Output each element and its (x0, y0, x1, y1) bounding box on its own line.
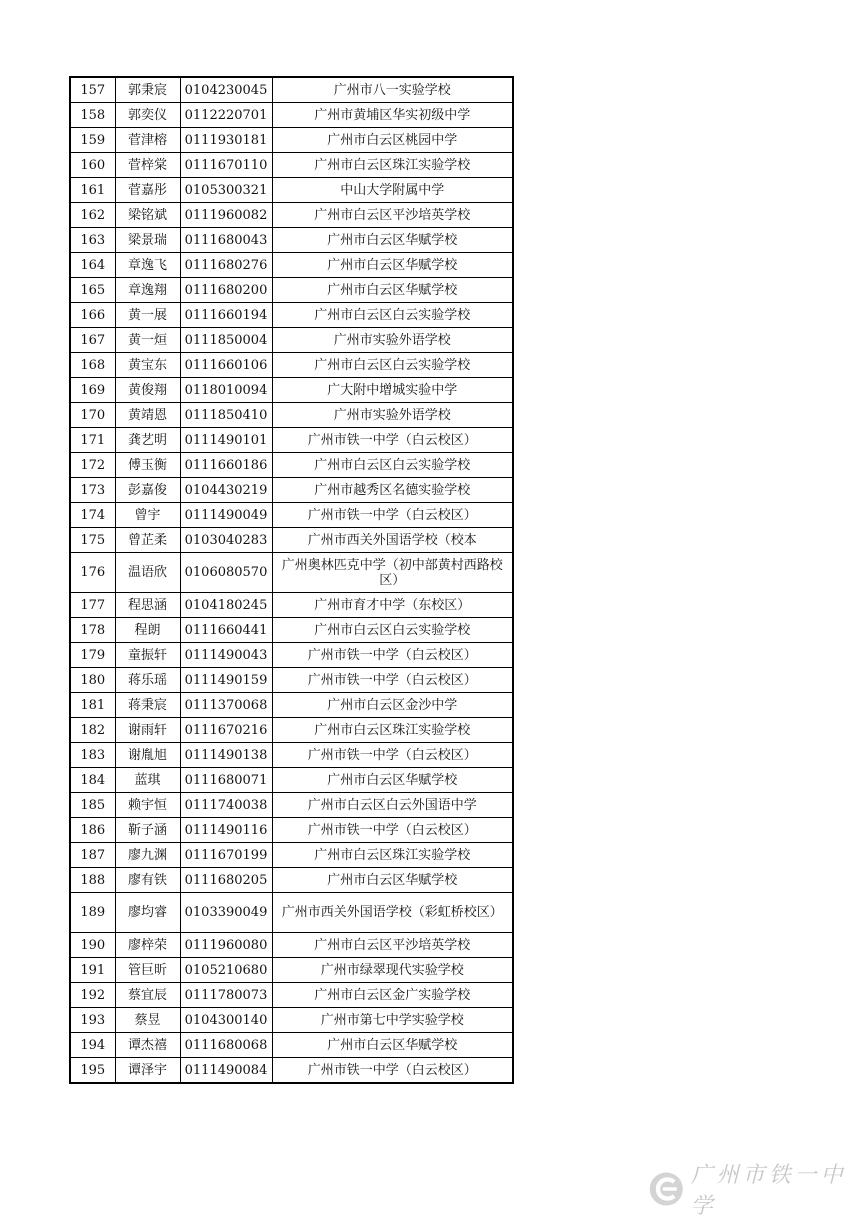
table-row (70, 693, 513, 718)
student-name-cell: 谢雨轩 (115, 718, 180, 743)
row-number-cell: 161 (70, 178, 115, 203)
school-name-cell: 广州市白云区白云实验学校 (272, 618, 513, 643)
student-id-cell: 0112220701 (180, 103, 272, 128)
table-row (70, 718, 513, 743)
student-id-cell: 0111490138 (180, 743, 272, 768)
table-row (70, 428, 513, 453)
row-number-cell: 191 (70, 958, 115, 983)
table-row (70, 958, 513, 983)
row-number-cell: 171 (70, 428, 115, 453)
school-name-cell: 广州市黄埔区华实初级中学 (272, 103, 513, 128)
school-name-cell: 广州市白云区白云实验学校 (272, 453, 513, 478)
row-number-cell: 188 (70, 868, 115, 893)
school-name-cell: 广州市八一实验学校 (272, 77, 513, 103)
school-name-cell: 广州市绿翠现代实验学校 (272, 958, 513, 983)
student-name-cell: 曾芷柔 (115, 528, 180, 553)
student-name-cell: 蒋乐瑶 (115, 668, 180, 693)
student-name-cell: 黄一展 (115, 303, 180, 328)
student-id-cell: 0105210680 (180, 958, 272, 983)
student-name-cell: 郭奕仪 (115, 103, 180, 128)
school-name-cell: 广州市铁一中学（白云校区） (272, 428, 513, 453)
table-row (70, 843, 513, 868)
student-id-cell: 0111660441 (180, 618, 272, 643)
student-id-cell: 0111960080 (180, 933, 272, 958)
table-row (70, 1008, 513, 1033)
row-number-cell: 189 (70, 893, 115, 933)
table-row (70, 203, 513, 228)
school-name-cell: 广州市越秀区名德实验学校 (272, 478, 513, 503)
student-name-cell: 菅嘉彤 (115, 178, 180, 203)
table-row (70, 328, 513, 353)
student-id-cell: 0104180245 (180, 593, 272, 618)
table-row (70, 503, 513, 528)
student-id-cell: 0105300321 (180, 178, 272, 203)
student-name-cell: 梁景瑞 (115, 228, 180, 253)
school-name-cell: 广州市白云区珠江实验学校 (272, 718, 513, 743)
student-id-cell: 0111670110 (180, 153, 272, 178)
student-name-cell: 童振轩 (115, 643, 180, 668)
student-name-cell: 廖九渊 (115, 843, 180, 868)
student-id-cell: 0111660106 (180, 353, 272, 378)
table-row (70, 593, 513, 618)
student-name-cell: 蔡宜辰 (115, 983, 180, 1008)
row-number-cell: 160 (70, 153, 115, 178)
student-id-cell: 0111670216 (180, 718, 272, 743)
school-name-cell: 广州市铁一中学（白云校区） (272, 818, 513, 843)
student-id-cell: 0111490049 (180, 503, 272, 528)
school-name-cell: 广州市白云区珠江实验学校 (272, 153, 513, 178)
student-id-cell: 0111680205 (180, 868, 272, 893)
student-id-cell: 0111370068 (180, 693, 272, 718)
student-name-cell: 黄俊翔 (115, 378, 180, 403)
school-name-cell: 广州市白云区华赋学校 (272, 278, 513, 303)
student-name-cell: 龚艺明 (115, 428, 180, 453)
table-row (70, 77, 513, 103)
table-row (70, 668, 513, 693)
table-row (70, 933, 513, 958)
row-number-cell: 194 (70, 1033, 115, 1058)
row-number-cell: 187 (70, 843, 115, 868)
student-id-cell: 0111490043 (180, 643, 272, 668)
table-row (70, 868, 513, 893)
student-id-cell: 0111660186 (180, 453, 272, 478)
student-id-cell: 0111780073 (180, 983, 272, 1008)
student-name-cell: 廖均睿 (115, 893, 180, 933)
row-number-cell: 184 (70, 768, 115, 793)
student-name-cell: 菅津榕 (115, 128, 180, 153)
student-id-cell: 0111680043 (180, 228, 272, 253)
student-id-cell: 0104300140 (180, 1008, 272, 1033)
row-number-cell: 162 (70, 203, 115, 228)
table-row (70, 793, 513, 818)
student-name-cell: 郭秉宸 (115, 77, 180, 103)
row-number-cell: 182 (70, 718, 115, 743)
row-number-cell: 174 (70, 503, 115, 528)
school-name-cell: 广州奥林匹克中学（初中部黄村西路校区） (272, 553, 513, 593)
student-id-cell: 0111930181 (180, 128, 272, 153)
row-number-cell: 167 (70, 328, 115, 353)
school-name-cell: 广州市白云区白云实验学校 (272, 353, 513, 378)
school-name-cell: 广州市白云区白云实验学校 (272, 303, 513, 328)
student-name-cell: 温语欣 (115, 553, 180, 593)
student-id-cell: 0111490159 (180, 668, 272, 693)
student-name-cell: 章逸飞 (115, 253, 180, 278)
student-id-cell: 0111490116 (180, 818, 272, 843)
school-name-cell: 广州市白云区平沙培英学校 (272, 933, 513, 958)
table-row (70, 128, 513, 153)
student-id-cell: 0104230045 (180, 77, 272, 103)
school-name-cell: 广州市白云区华赋学校 (272, 228, 513, 253)
student-name-cell: 黄一烜 (115, 328, 180, 353)
row-number-cell: 159 (70, 128, 115, 153)
table-row (70, 553, 513, 593)
school-name-cell: 广州市白云区珠江实验学校 (272, 843, 513, 868)
table-row (70, 818, 513, 843)
student-id-cell: 0111680200 (180, 278, 272, 303)
student-name-cell: 曾宇 (115, 503, 180, 528)
row-number-cell: 169 (70, 378, 115, 403)
school-name-cell: 广州市铁一中学（白云校区） (272, 643, 513, 668)
student-roster-table (69, 76, 514, 1084)
table-row (70, 768, 513, 793)
school-name-cell: 广州市第七中学实验学校 (272, 1008, 513, 1033)
school-name-cell: 广州市铁一中学（白云校区） (272, 503, 513, 528)
table-row (70, 1058, 513, 1084)
student-name-cell: 彭嘉俊 (115, 478, 180, 503)
school-name-cell: 广州市白云区桃园中学 (272, 128, 513, 153)
row-number-cell: 177 (70, 593, 115, 618)
table-row (70, 378, 513, 403)
row-number-cell: 180 (70, 668, 115, 693)
school-name-cell: 广州市白云区华赋学校 (272, 768, 513, 793)
table-row (70, 528, 513, 553)
student-id-cell: 0111490084 (180, 1058, 272, 1084)
table-row (70, 228, 513, 253)
student-id-cell: 0111680276 (180, 253, 272, 278)
row-number-cell: 178 (70, 618, 115, 643)
table-row (70, 403, 513, 428)
table-row (70, 178, 513, 203)
student-id-cell: 0111960082 (180, 203, 272, 228)
school-name-cell: 广州市西关外国语学校（校本 (272, 528, 513, 553)
student-name-cell: 程朗 (115, 618, 180, 643)
table-row (70, 103, 513, 128)
row-number-cell: 172 (70, 453, 115, 478)
student-name-cell: 赖宇恒 (115, 793, 180, 818)
student-name-cell: 傅玉衡 (115, 453, 180, 478)
table-row (70, 353, 513, 378)
row-number-cell: 176 (70, 553, 115, 593)
row-number-cell: 181 (70, 693, 115, 718)
table-row (70, 983, 513, 1008)
table-row (70, 253, 513, 278)
school-watermark (648, 1158, 849, 1220)
student-name-cell: 靳子涵 (115, 818, 180, 843)
student-id-cell: 0111490101 (180, 428, 272, 453)
school-name-cell: 中山大学附属中学 (272, 178, 513, 203)
row-number-cell: 185 (70, 793, 115, 818)
row-number-cell: 168 (70, 353, 115, 378)
student-name-cell: 黄宝东 (115, 353, 180, 378)
table-row (70, 303, 513, 328)
table-row (70, 643, 513, 668)
student-name-cell: 廖梓荣 (115, 933, 180, 958)
school-name-cell: 广州市育才中学（东校区） (272, 593, 513, 618)
school-name-cell: 广州市白云区华赋学校 (272, 253, 513, 278)
student-name-cell: 谢胤旭 (115, 743, 180, 768)
watermark-text: 广州市铁一中学 (690, 1163, 847, 1219)
school-name-cell: 广大附中增城实验中学 (272, 378, 513, 403)
student-name-cell: 章逸翔 (115, 278, 180, 303)
student-id-cell: 0111850410 (180, 403, 272, 428)
student-name-cell: 蒋秉宸 (115, 693, 180, 718)
student-name-cell: 梁铭斌 (115, 203, 180, 228)
student-id-cell: 0118010094 (180, 378, 272, 403)
student-name-cell: 谭杰禧 (115, 1033, 180, 1058)
student-name-cell: 程思涵 (115, 593, 180, 618)
student-id-cell: 0111850004 (180, 328, 272, 353)
student-id-cell: 0104430219 (180, 478, 272, 503)
student-id-cell: 0111680068 (180, 1033, 272, 1058)
school-name-cell: 广州市白云区金沙中学 (272, 693, 513, 718)
student-id-cell: 0111740038 (180, 793, 272, 818)
table-row (70, 1033, 513, 1058)
row-number-cell: 158 (70, 103, 115, 128)
row-number-cell: 190 (70, 933, 115, 958)
table-row (70, 478, 513, 503)
row-number-cell: 157 (70, 77, 115, 103)
row-number-cell: 164 (70, 253, 115, 278)
table-row (70, 453, 513, 478)
student-name-cell: 黄靖恩 (115, 403, 180, 428)
school-name-cell: 广州市铁一中学（白云校区） (272, 668, 513, 693)
student-id-cell: 0111680071 (180, 768, 272, 793)
table-row (70, 278, 513, 303)
student-id-cell: 0111660194 (180, 303, 272, 328)
school-name-cell: 广州市白云区华赋学校 (272, 868, 513, 893)
row-number-cell: 193 (70, 1008, 115, 1033)
row-number-cell: 173 (70, 478, 115, 503)
student-name-cell: 蔡昱 (115, 1008, 180, 1033)
table-row (70, 153, 513, 178)
row-number-cell: 175 (70, 528, 115, 553)
row-number-cell: 170 (70, 403, 115, 428)
student-id-cell: 0103040283 (180, 528, 272, 553)
roster-body (70, 77, 513, 1083)
school-name-cell: 广州市铁一中学（白云校区） (272, 743, 513, 768)
school-name-cell: 广州市实验外语学校 (272, 403, 513, 428)
table-row (70, 743, 513, 768)
school-name-cell: 广州市白云区白云外国语中学 (272, 793, 513, 818)
row-number-cell: 163 (70, 228, 115, 253)
student-id-cell: 0103390049 (180, 893, 272, 933)
school-name-cell: 广州市实验外语学校 (272, 328, 513, 353)
row-number-cell: 186 (70, 818, 115, 843)
table-row (70, 893, 513, 933)
student-id-cell: 0111670199 (180, 843, 272, 868)
student-name-cell: 蓝琪 (115, 768, 180, 793)
row-number-cell: 195 (70, 1058, 115, 1084)
student-name-cell: 管巨昕 (115, 958, 180, 983)
student-name-cell: 谭泽宇 (115, 1058, 180, 1084)
row-number-cell: 192 (70, 983, 115, 1008)
school-name-cell: 广州市西关外国语学校（彩虹桥校区） (272, 893, 513, 933)
school-name-cell: 广州市白云区金广实验学校 (272, 983, 513, 1008)
student-name-cell: 廖有铁 (115, 868, 180, 893)
school-name-cell: 广州市白云区平沙培英学校 (272, 203, 513, 228)
school-name-cell: 广州市白云区华赋学校 (272, 1033, 513, 1058)
row-number-cell: 183 (70, 743, 115, 768)
row-number-cell: 166 (70, 303, 115, 328)
table-row (70, 618, 513, 643)
row-number-cell: 179 (70, 643, 115, 668)
student-id-cell: 0106080570 (180, 553, 272, 593)
student-name-cell: 菅梓棠 (115, 153, 180, 178)
row-number-cell: 165 (70, 278, 115, 303)
school-logo-icon (648, 1168, 685, 1210)
school-name-cell: 广州市铁一中学（白云校区） (272, 1058, 513, 1084)
